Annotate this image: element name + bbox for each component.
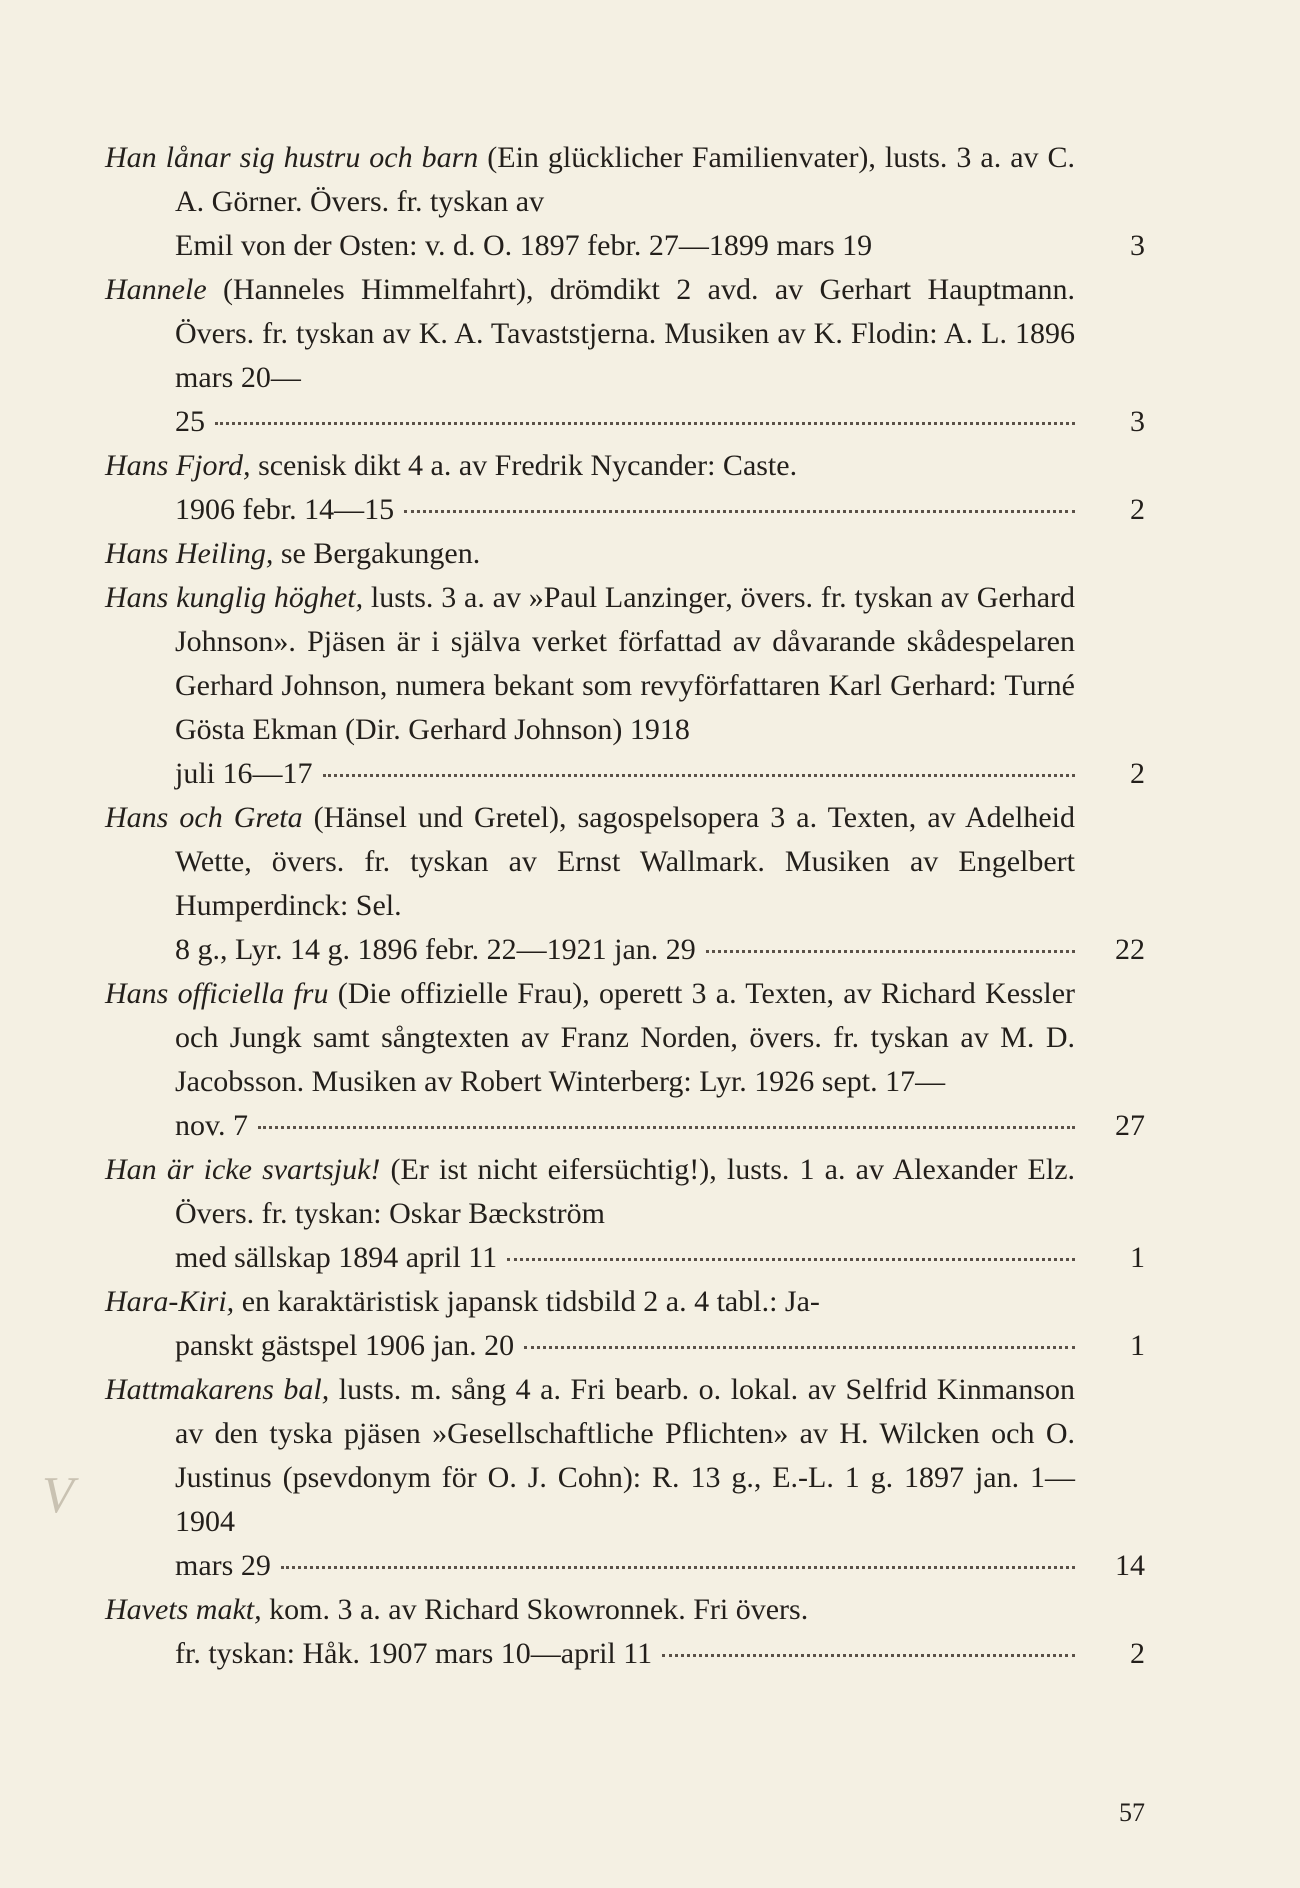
entry-last-line: [175, 1544, 1075, 1588]
dot-leader: [662, 1654, 1075, 1657]
performance-count: 1: [1130, 1329, 1145, 1362]
dot-leader: [404, 510, 1075, 513]
entry-title: Hattmakarens bal,: [105, 1373, 330, 1406]
entry-title: Havets makt,: [105, 1593, 262, 1626]
entry-hans-officiella-fru: [105, 972, 1145, 1148]
entry-last-line: [175, 400, 1075, 444]
performance-count: 2: [1130, 493, 1145, 526]
entry-text: (Ein glücklicher Familienvater), lusts. 3 a. av C. A. Görner. Övers. fr. tyskan av: [175, 141, 1076, 218]
entry-title: Hans officiella fru: [105, 977, 329, 1010]
entry-last-text: 1906 febr. 14—15: [175, 493, 395, 526]
entry-hans-fjord: [105, 444, 1145, 532]
entry-title: Hans Heiling,: [105, 537, 274, 570]
entry-text: en karaktäristisk japansk tidsbild 2 a. 4 tabl.: Ja-: [241, 1285, 820, 1318]
dot-leader: [507, 1258, 1075, 1261]
performance-count: 2: [1130, 757, 1145, 790]
entry-last-line: [175, 224, 1075, 268]
entry-last-line: [175, 1236, 1075, 1280]
entry-hannele: [105, 268, 1145, 444]
entry-title: Han lånar sig hustru och barn: [105, 141, 479, 174]
dot-leader: [258, 1126, 1075, 1129]
entry-last-text: Emil von der Osten: v. d. O. 1897 febr. 27—1899 mars 19: [175, 229, 873, 262]
performance-count: 1: [1130, 1241, 1145, 1274]
entry-last-line: [175, 1104, 1075, 1148]
dot-leader: [215, 422, 1075, 425]
entry-last-line: [175, 1324, 1075, 1368]
entry-last-line: [175, 488, 1075, 532]
performance-count: 3: [1130, 229, 1145, 262]
entry-text: se Bergakungen.: [280, 537, 481, 570]
entry-last-text: juli 16—17: [175, 757, 313, 790]
entry-hattmakarens-bal: [105, 1368, 1145, 1588]
entry-last-line: [175, 1632, 1075, 1676]
dot-leader: [706, 950, 1075, 953]
performance-count: 27: [1115, 1109, 1145, 1142]
entry-text: scenisk dikt 4 a. av Fredrik Nycander: Caste.: [258, 449, 798, 482]
entry-last-line: [175, 752, 1075, 796]
entry-last-text: panskt gästspel 1906 jan. 20: [175, 1329, 515, 1362]
entry-text: lusts. 3 a. av »Paul Lanzinger, övers. fr. tyskan av Gerhard Johnson». Pjäsen är i själva verket författad av dåvarande skådespelaren Gerhard Johnson, numera bekant som revyförfattaren Karl Gerhard: Turné Gösta Ekman (Dir. Gerhard Johnson) 1918: [175, 581, 1075, 746]
entry-title: Hans och Greta: [105, 801, 303, 834]
entry-han-ar-icke-svartsjuk: [105, 1148, 1145, 1280]
entry-last-text: 25: [175, 405, 205, 438]
page-number: 57: [1119, 1798, 1145, 1827]
entry-title: Han är icke svartsjuk!: [105, 1153, 381, 1186]
entry-last-text: nov. 7: [175, 1109, 249, 1142]
entry-hans-heiling: [105, 532, 1145, 576]
entry-hara-kiri: [105, 1280, 1145, 1368]
entry-title: Hara-Kiri,: [105, 1285, 235, 1318]
entry-hans-och-greta: [105, 796, 1145, 972]
dot-leader: [323, 774, 1075, 777]
entry-text: (Hanneles Himmelfahrt), drömdikt 2 avd. av Gerhart Hauptmann. Övers. fr. tyskan av K. A. Tavaststjerna. Musiken av K. Flodin: A. L. 1896 mars 20—: [175, 273, 1075, 394]
margin-pencil-mark: V: [42, 1467, 74, 1524]
entry-list: [105, 136, 1145, 1676]
performance-count: 3: [1130, 405, 1145, 438]
entry-text: kom. 3 a. av Richard Skowronnek. Fri övers.: [269, 1593, 809, 1626]
entry-last-text: fr. tyskan: Håk. 1907 mars 10—april 11: [175, 1637, 653, 1670]
entry-text: (Hänsel und Gretel), sagospelsopera 3 a. Texten, av Adelheid Wette, övers. fr. tyskan av Ernst Wallmark. Musiken av Engelbert Humperdinck: Sel.: [175, 801, 1075, 922]
entry-text: (Er ist nicht eifersüchtig!), lusts. 1 a. av Alexander Elz. Övers. fr. tyskan: Oskar Bæckström: [175, 1153, 1076, 1230]
entry-han-lanar: [105, 136, 1145, 268]
entry-title: Hans Fjord,: [105, 449, 251, 482]
performance-count: 22: [1115, 933, 1145, 966]
entry-text: (Die offizielle Frau), operett 3 a. Texten, av Richard Kessler och Jungk samt sångtexten av Franz Norden, övers. fr. tyskan av M. D. Jacobsson. Musiken av Robert Winterberg: Lyr. 1926 sept. 17—: [175, 977, 1075, 1098]
dot-leader: [281, 1566, 1075, 1569]
entry-havets-makt: [105, 1588, 1145, 1676]
entry-title: Hans kunglig höghet,: [105, 581, 364, 614]
entry-title: Hannele: [105, 273, 207, 306]
entry-last-text: 8 g., Lyr. 14 g. 1896 febr. 22—1921 jan. 29: [175, 933, 696, 966]
performance-count: 14: [1115, 1549, 1145, 1582]
performance-count: 2: [1130, 1637, 1145, 1670]
entry-text: lusts. m. sång 4 a. Fri bearb. o. lokal. av Selfrid Kinmanson av den tyska pjäsen »Gesellschaftliche Pflichten» av H. Wilcken och O. Justinus (psevdonym för O. J. Cohn): R. 13 g., E.-L. 1 g. 1897 jan. 1—1904: [175, 1373, 1076, 1538]
entry-last-text: mars 29: [175, 1549, 271, 1582]
entry-last-line: [175, 928, 1075, 972]
entry-last-text: med sällskap 1894 april 11: [175, 1241, 498, 1274]
dot-leader: [524, 1346, 1075, 1349]
entry-hans-kunglig-hoghet: [105, 576, 1145, 796]
